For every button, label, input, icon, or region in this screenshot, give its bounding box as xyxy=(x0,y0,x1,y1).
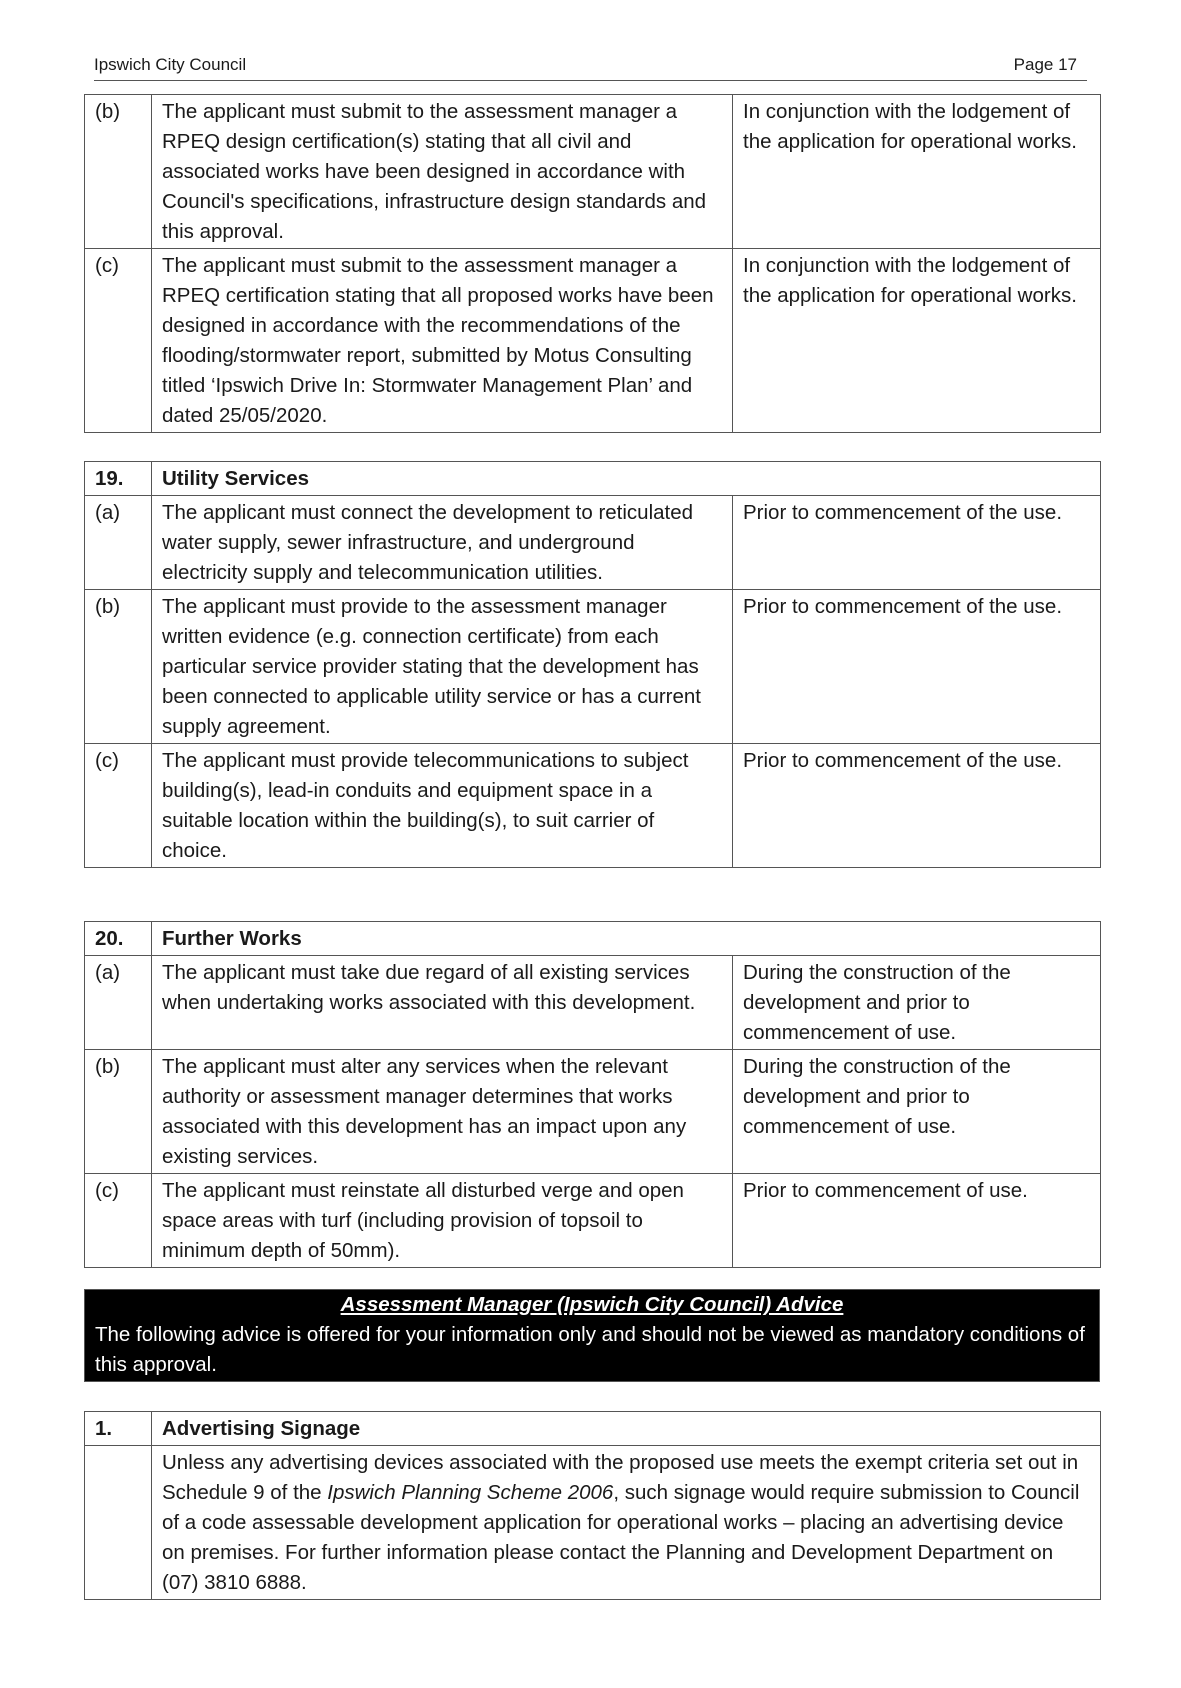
section-header-row xyxy=(85,1412,1101,1446)
table-row xyxy=(85,249,1101,433)
condition-timing: Prior to commencement of use. xyxy=(733,1174,1101,1268)
condition-timing: In conjunction with the lodgement of the application for operational works. xyxy=(733,95,1101,249)
section-header-row xyxy=(85,922,1101,956)
section-number: 1. xyxy=(85,1412,152,1446)
planning-scheme-name: Ipswich Planning Scheme 2006 xyxy=(327,1481,614,1504)
header-org: Ipswich City Council xyxy=(94,55,247,74)
section-title: Advertising Signage xyxy=(152,1412,1101,1446)
row-letter: (c) xyxy=(85,744,152,868)
advice-banner xyxy=(84,1289,1100,1382)
condition-text: The applicant must provide telecommunications to subject building(s), lead-in conduits and equipment space in a suitable location within the building(s), to suit carrier of choice. xyxy=(152,744,733,868)
condition-timing: Prior to commencement of the use. xyxy=(733,496,1101,590)
further-works-table xyxy=(84,921,1101,1268)
row-letter: (b) xyxy=(85,590,152,744)
row-letter: (a) xyxy=(85,956,152,1050)
section-number: 19. xyxy=(85,462,152,496)
row-letter: (c) xyxy=(85,1174,152,1268)
table-row xyxy=(85,744,1101,868)
section-title: Utility Services xyxy=(152,462,1101,496)
section-title: Further Works xyxy=(152,922,1101,956)
advice-body-text-1: Unless any advertising devices associated with the proposed use meets the exempt criteria set out in Schedule 9 of the xyxy=(162,1451,1079,1504)
table-row xyxy=(85,590,1101,744)
advertising-signage-table xyxy=(84,1411,1101,1600)
advice-text: The following advice is offered for your information only and should not be viewed as mandatory conditions of this approval. xyxy=(95,1323,1085,1376)
advice-title: Assessment Manager (Ipswich City Council) Advice xyxy=(340,1293,844,1316)
row-letter: (c) xyxy=(85,249,152,433)
table-row xyxy=(85,496,1101,590)
condition-timing: During the construction of the development and prior to commencement of use. xyxy=(733,1050,1101,1174)
row-letter-empty xyxy=(85,1446,152,1600)
table-row xyxy=(85,1446,1101,1600)
row-letter: (b) xyxy=(85,1050,152,1174)
row-letter: (a) xyxy=(85,496,152,590)
condition-text: The applicant must alter any services when the relevant authority or assessment manager determines that works associated with this development has an impact upon any existing services. xyxy=(152,1050,733,1174)
condition-text: The applicant must take due regard of all existing services when undertaking works associated with this development. xyxy=(152,956,733,1050)
table-row xyxy=(85,1050,1101,1174)
advice-body xyxy=(152,1446,1101,1600)
condition-timing: Prior to commencement of the use. xyxy=(733,590,1101,744)
page-number: Page 17 xyxy=(1013,55,1077,74)
section-number: 20. xyxy=(85,922,152,956)
table-row xyxy=(85,1174,1101,1268)
advice-body-text-2: , such signage would require submission to Council of a code assessable development application for operational works – placing an advertising device on premises. For further information please contact the Planning and Development Department on (07) 3810 6888. xyxy=(162,1481,1080,1594)
section-header-row xyxy=(85,462,1101,496)
condition-text: The applicant must provide to the assessment manager written evidence (e.g. connection certificate) from each particular service provider stating that the development has been connected to applicable utility service or has a current supply agreement. xyxy=(152,590,733,744)
condition-timing: In conjunction with the lodgement of the application for operational works. xyxy=(733,249,1101,433)
utility-services-table xyxy=(84,461,1101,868)
condition-timing: Prior to commencement of the use. xyxy=(733,744,1101,868)
condition-text: The applicant must submit to the assessment manager a RPEQ certification stating that all proposed works have been designed in accordance with the recommendations of the flooding/stormwater report, submitted by Motus Consulting titled ‘Ipswich Drive In: Stormwater Management Plan’ and dated 25/05/2020. xyxy=(152,249,733,433)
table-row xyxy=(85,956,1101,1050)
page-header xyxy=(94,55,1087,81)
condition-text: The applicant must reinstate all disturbed verge and open space areas with turf (including provision of topsoil to minimum depth of 50mm). xyxy=(152,1174,733,1268)
condition-text: The applicant must submit to the assessment manager a RPEQ design certification(s) stating that all civil and associated works have been designed in accordance with Council's specifications, infrastructure design standards and this approval. xyxy=(152,95,733,249)
row-letter: (b) xyxy=(85,95,152,249)
condition-timing: During the construction of the development and prior to commencement of use. xyxy=(733,956,1101,1050)
conditions-table-continued xyxy=(84,94,1101,433)
condition-text: The applicant must connect the development to reticulated water supply, sewer infrastructure, and underground electricity supply and telecommunication utilities. xyxy=(152,496,733,590)
table-row xyxy=(85,95,1101,249)
